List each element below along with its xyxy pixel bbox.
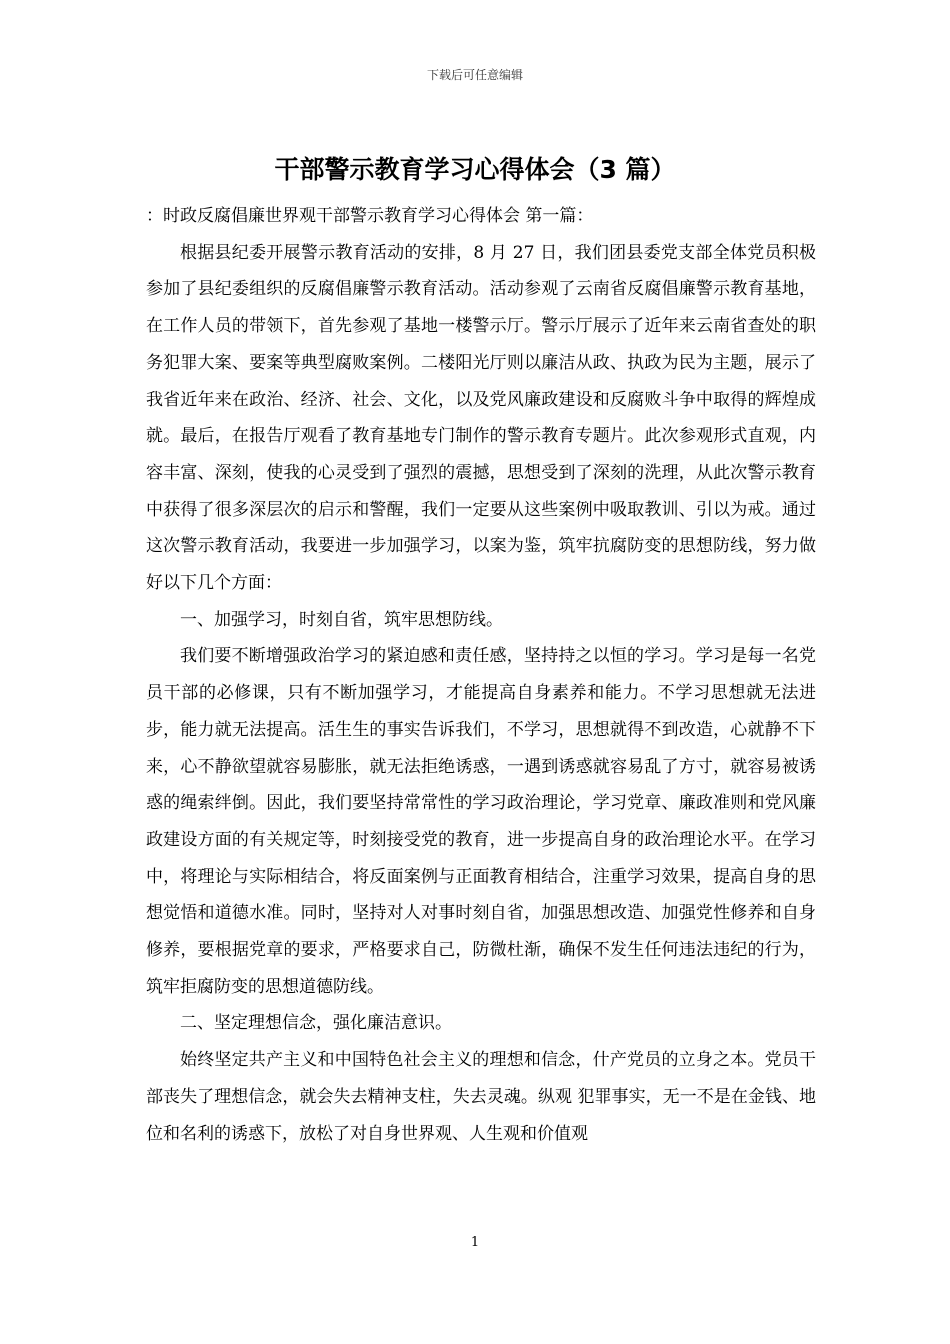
body-paragraph: 根据县纪委开展警示教育活动的安排，8 月 27 日，我们团县委党支部全体党员积极参加了县纪委组织的反腐倡廉警示教育活动。活动参观了云南省反腐倡廉警示教育基地，在工作人员的带领下，首先参观了基地一楼警示厅。警示厅展示了近年来云南省查处的职务犯罪大案、要案等典型腐败案例。二楼阳光厅则以廉洁从政、执政为民为主题，展示了我省近年来在政治、经济、社会、文化，以及党风廉政建设和反腐败斗争中取得的辉煌成就。最后，在报告厅观看了教育基地专门制作的警示教育专题片。此次参观形式直观，内容丰富、深刻，使我的心灵受到了强烈的震撼，思想受到了深刻的洗理，从此次警示教育中获得了很多深层次的启示和警醒，我们一定要从这些案例中吸取教训、引以为戒。通过这次警示教育活动，我要进一步加强学习，以案为鉴，筑牢抗腐防变的思想防线，努力做好以下几个方面： — [146, 242, 816, 594]
section-heading: 二、坚定理想信念，强化廉洁意识。 — [180, 1013, 452, 1034]
header-note: 下载后可任意编辑 — [426, 68, 523, 82]
document-body — [146, 198, 816, 1152]
section-heading: 一、加强学习，时刻自省，筑牢思想防线。 — [180, 609, 503, 630]
intro-line: ：时政反腐倡廉世界观干部警示教育学习心得体会 第一篇： — [146, 206, 594, 226]
body-paragraph: 我们要不断增强政治学习的紧迫感和责任感，坚持持之以恒的学习。学习是每一名党员干部的必修课，只有不断加强学习，才能提高自身素养和能力。不学习思想就无法进步，能力就无法提高。活生生的事实告诉我们，不学习，思想就得不到改造，心就静不下来，心不静欲望就容易膨胀，就无法拒绝诱惑，一遇到诱惑就容易乱了方寸，就容易被诱惑的绳索绊倒。因此，我们要坚持常常性的学习政治理论，学习党章、廉政准则和党风廉政建设方面的有关规定等，时刻接受党的教育，进一步提高自身的政治理论水平。在学习中，将理论与实际相结合，将反面案例与正面教育相结合，注重学习效果，提高自身的思想觉悟和道德水准。同时，坚持对人对事时刻自省，加强思想改造、加强党性修养和自身修养，要根据党章的要求，严格要求自己，防微杜渐，确保不发生任何违法违纪的行为，筑牢拒腐防变的思想道德防线。 — [146, 646, 816, 997]
page-number: 1 — [470, 1235, 480, 1250]
body-paragraph: 始终坚定共产主义和中国特色社会主义的理想和信念，什产党员的立身之本。党员干部丧失了理想信念，就会失去精神支柱，失去灵魂。纵观 犯罪事实，无一不是在金钱、地位和名利的诱惑下，放松了对自身世界观、人生观和价值观 — [146, 1050, 816, 1144]
document-title: 干部警示教育学习心得体会（3 篇） — [274, 155, 676, 184]
